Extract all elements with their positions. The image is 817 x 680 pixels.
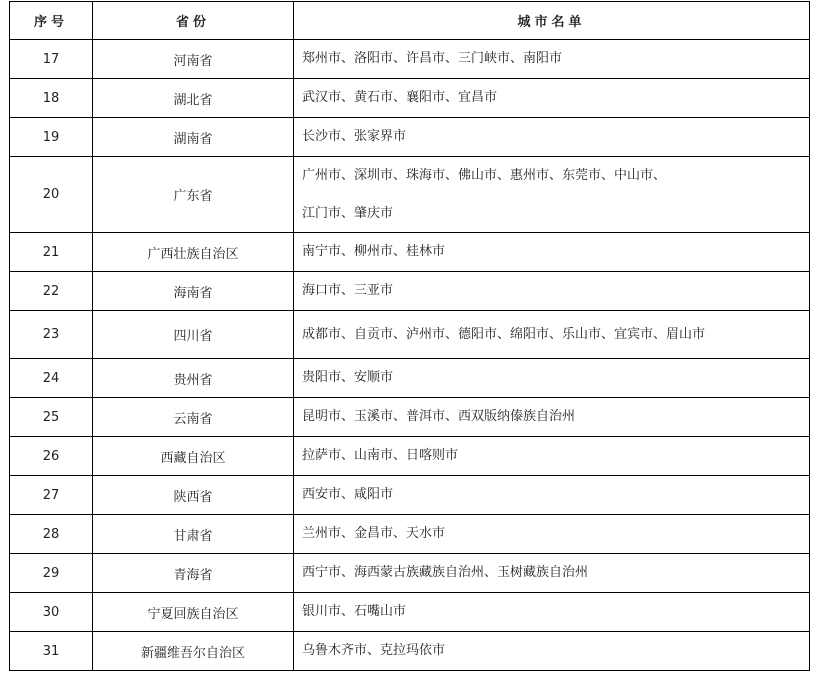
cities-cell [294, 398, 810, 437]
row-index-cell: 25 [10, 398, 93, 437]
province-cell: 湖北省 [93, 79, 294, 118]
cities-cell [294, 79, 810, 118]
province-cell: 广西壮族自治区 [93, 233, 294, 272]
header-province: 省份 [93, 2, 294, 40]
city-list-line: 银川市、石嘴山市 [302, 604, 407, 619]
row-index-cell: 29 [10, 554, 93, 593]
row-index-cell: 20 [10, 157, 93, 233]
cities-cell [294, 554, 810, 593]
row-index-cell: 28 [10, 515, 93, 554]
province-cell: 西藏自治区 [93, 437, 294, 476]
city-list-line: 广州市、深圳市、珠海市、佛山市、惠州市、东莞市、中山市、 [302, 167, 667, 183]
province-cell: 青海省 [93, 554, 294, 593]
table-row [10, 359, 810, 398]
row-index-cell: 18 [10, 79, 93, 118]
city-list-line: 南宁市、柳州市、桂林市 [302, 244, 446, 259]
province-cell: 陕西省 [93, 476, 294, 515]
cities-cell [294, 40, 810, 79]
table-row [10, 554, 810, 593]
province-cell: 广东省 [93, 157, 294, 233]
city-list-line: 兰州市、金昌市、天水市 [302, 526, 446, 541]
province-cell: 新疆维吾尔自治区 [93, 632, 294, 671]
province-cell: 云南省 [93, 398, 294, 437]
table-row [10, 515, 810, 554]
table-row [10, 632, 810, 671]
city-list-line: 乌鲁木齐市、克拉玛依市 [302, 643, 446, 658]
city-list-table-container [9, 1, 810, 671]
province-cell: 海南省 [93, 272, 294, 311]
table-row [10, 437, 810, 476]
city-list-line: 拉萨市、山南市、日喀则市 [302, 448, 459, 463]
province-cell: 甘肃省 [93, 515, 294, 554]
city-list-line: 海口市、三亚市 [302, 283, 394, 298]
cities-cell [294, 515, 810, 554]
city-list-line: 长沙市、张家界市 [302, 129, 407, 144]
city-list-line: 武汉市、黄石市、襄阳市、宜昌市 [302, 90, 498, 105]
row-index-cell: 31 [10, 632, 93, 671]
cities-cell [294, 593, 810, 632]
province-cell: 宁夏回族自治区 [93, 593, 294, 632]
table-row [10, 157, 810, 233]
row-index-cell: 19 [10, 118, 93, 157]
cities-cell [294, 476, 810, 515]
city-list-line: 贵阳市、安顺市 [302, 370, 394, 385]
header-cities: 城市名单 [294, 2, 810, 40]
row-index-cell: 30 [10, 593, 93, 632]
city-list-line: 西宁市、海西蒙古族藏族自治州、玉树藏族自治州 [302, 565, 589, 580]
table-row [10, 40, 810, 79]
table-header-row [10, 2, 810, 40]
cities-cell [294, 233, 810, 272]
city-list-line: 西安市、咸阳市 [302, 487, 394, 502]
city-list-line: 成都市、自贡市、泸州市、德阳市、绵阳市、乐山市、宜宾市、眉山市 [302, 326, 706, 342]
province-cell: 河南省 [93, 40, 294, 79]
province-cell: 贵州省 [93, 359, 294, 398]
city-list-table [9, 1, 810, 671]
cities-cell [294, 437, 810, 476]
row-index-cell: 21 [10, 233, 93, 272]
row-index-cell: 22 [10, 272, 93, 311]
table-body [10, 40, 810, 671]
row-index-cell: 17 [10, 40, 93, 79]
table-row [10, 272, 810, 311]
table-row [10, 79, 810, 118]
table-row [10, 118, 810, 157]
cities-cell [294, 272, 810, 311]
row-index-cell: 27 [10, 476, 93, 515]
table-row [10, 398, 810, 437]
cities-cell [294, 359, 810, 398]
province-cell: 四川省 [93, 311, 294, 359]
table-row [10, 593, 810, 632]
city-list-line: 郑州市、洛阳市、许昌市、三门峡市、南阳市 [302, 51, 563, 66]
table-row [10, 311, 810, 359]
cities-cell [294, 311, 810, 359]
row-index-cell: 26 [10, 437, 93, 476]
table-row [10, 233, 810, 272]
cities-cell [294, 632, 810, 671]
city-list-line: 江门市、肇庆市 [302, 205, 394, 221]
header-index: 序号 [10, 2, 93, 40]
row-index-cell: 24 [10, 359, 93, 398]
province-cell: 湖南省 [93, 118, 294, 157]
cities-cell [294, 157, 810, 233]
table-row [10, 476, 810, 515]
row-index-cell: 23 [10, 311, 93, 359]
cities-cell [294, 118, 810, 157]
city-list-line: 昆明市、玉溪市、普洱市、西双版纳傣族自治州 [302, 409, 576, 424]
